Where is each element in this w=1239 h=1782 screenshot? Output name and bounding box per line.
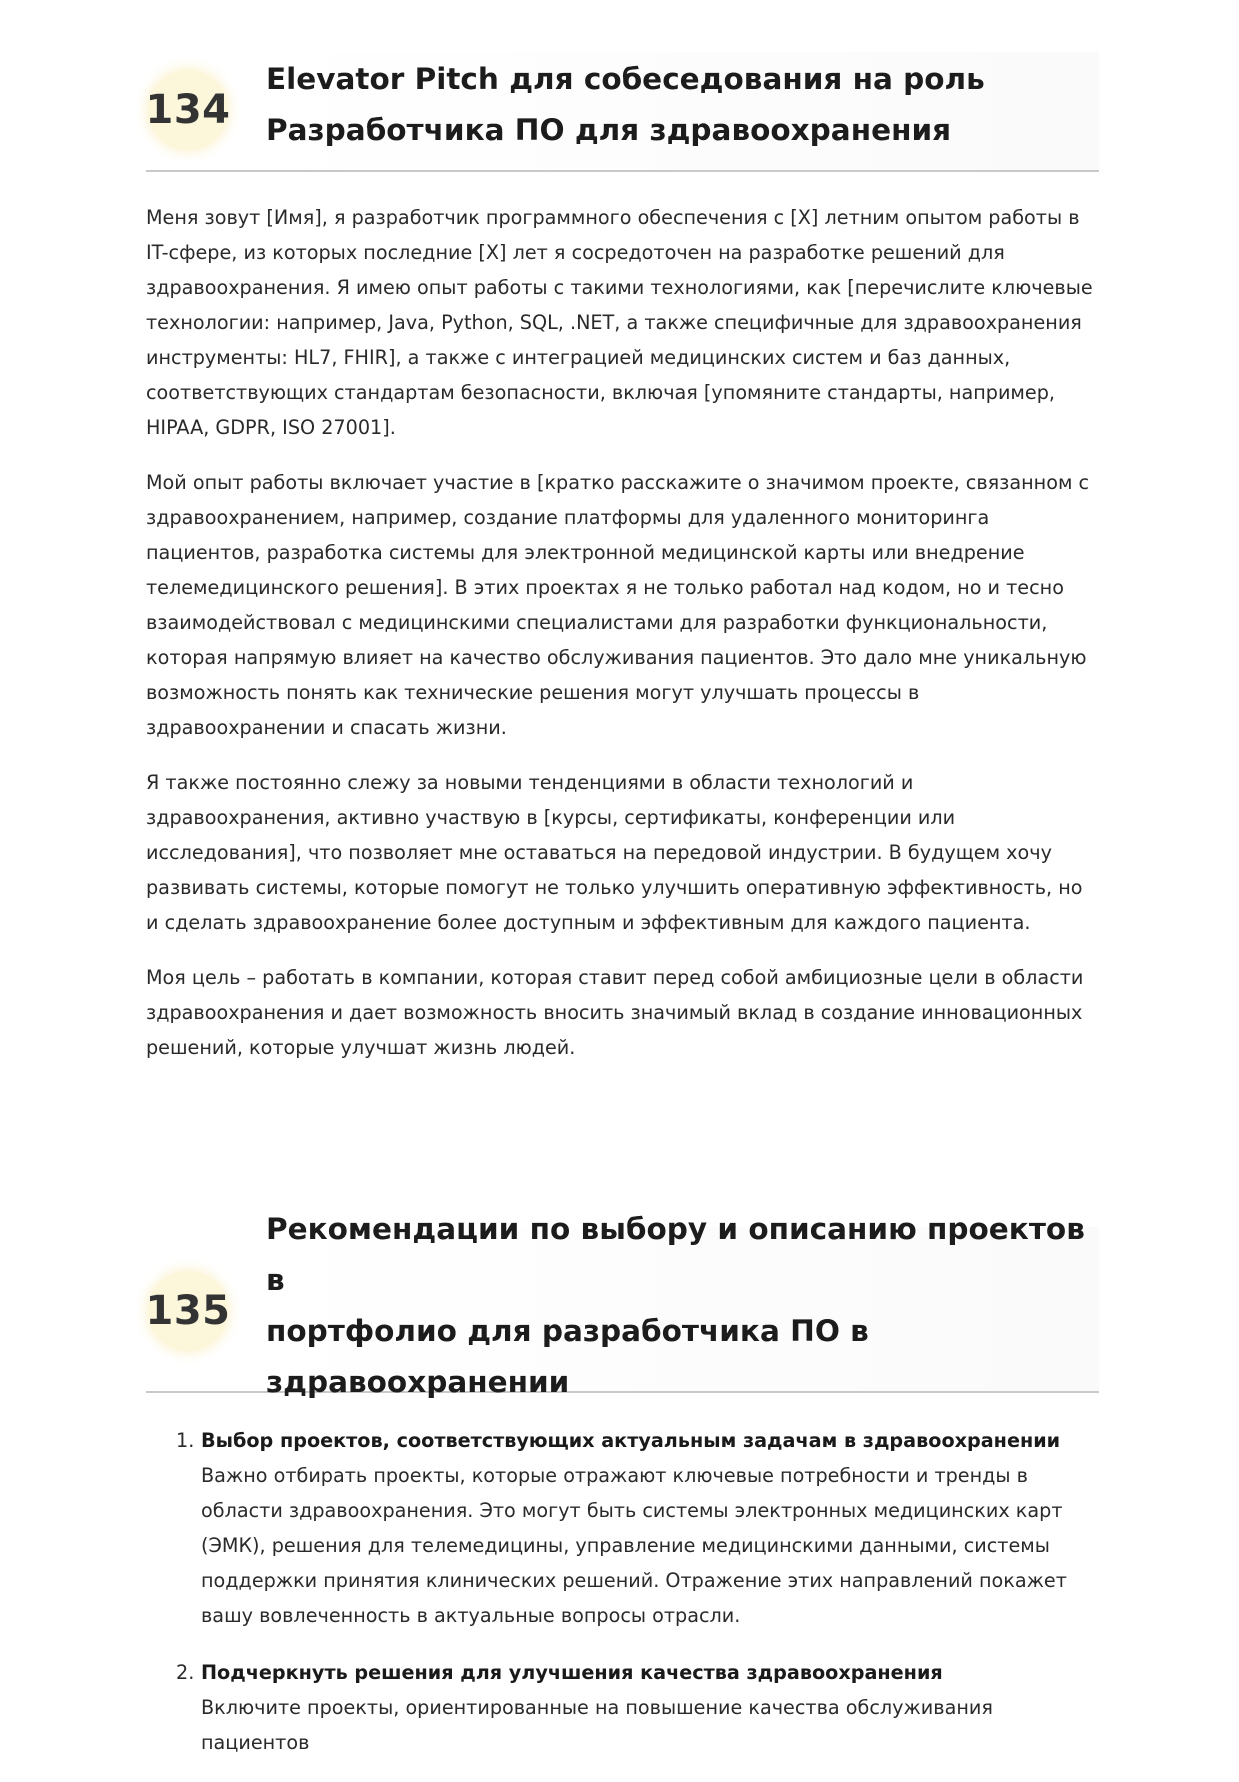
section-title: [266, 1204, 1099, 1408]
section-header-134: [146, 52, 1099, 172]
list-item-text: Важно отбирать проекты, которые отражают ключевые потребности и тренды в области здравоохранения. Это могут быть системы электронных медицинских карт (ЭМК), решения для телемедицины, управление медицинскими данными, системы поддержки принятия клинических решений. Отражение этих направлений покажет вашу вовлеченность в актуальные вопросы отрасли.: [201, 1464, 1067, 1627]
list-item-title: Выбор проектов, соответствующих актуальным задачам в здравоохранении: [201, 1429, 1061, 1452]
section-title-line: Рекомендации по выбору и описанию проектов в: [266, 1212, 1085, 1297]
paragraph: Мой опыт работы включает участие в [кратко расскажите о значимом проекте, связанном с здравоохранением, например, создание платформы для удаленного мониторинга пациентов, разработка системы для электронной медицинской карты или внедрение телемедицинского решения]. В этих проектах я не только работал над кодом, но и тесно взаимодействовал с медицинскими специалистами для разработки функциональности, которая напрямую влияет на качество обслуживания пациентов. Это дало мне уникальную возможность понять как технические решения могут улучшать процессы в здравоохранении и спасать жизни.: [146, 471, 1090, 739]
list-item: [176, 1423, 1099, 1633]
list-item-number: 1.: [176, 1429, 195, 1452]
recommendations-list: [146, 1423, 1099, 1760]
list-item-title: Подчеркнуть решения для улучшения качества здравоохранения: [201, 1661, 943, 1684]
paragraph: Моя цель – работать в компании, которая ставит перед собой амбициозные цели в области здравоохранения и дает возможность вносить значимый вклад в создание инновационных решений, которые улучшат жизнь людей.: [146, 966, 1084, 1059]
section-title-line: здравоохранении: [266, 1365, 570, 1399]
section-title: [266, 54, 985, 156]
section-header-135: [145, 1212, 1099, 1399]
list-item-number: 2.: [176, 1661, 195, 1684]
section-body-134: [146, 200, 1099, 1065]
document-page: [146, 0, 1099, 1782]
section-number-badge: 134: [148, 70, 228, 150]
section-title-line: Разработчика ПО для здравоохранения: [266, 113, 952, 147]
section-title-line: портфолио для разработчика ПО в: [266, 1314, 869, 1348]
section-number-badge: 135: [148, 1271, 228, 1351]
paragraph: Я также постоянно слежу за новыми тенденциями в области технологий и здравоохранения, активно участвую в [курсы, сертификаты, конференции или исследования], что позволяет мне оставаться на передовой индустрии. В будущем хочу развивать системы, которые помогут не только улучшить оперативную эффективность, но и сделать здравоохранение более доступным и эффективным для каждого пациента.: [146, 771, 1083, 934]
list-item: [176, 1655, 1099, 1760]
paragraph: Меня зовут [Имя], я разработчик программного обеспечения с [X] летним опытом работы в IT-сфере, из которых последние [X] лет я сосредоточен на разработке решений для здравоохранения. Я имею опыт работы с такими технологиями, как [перечислите ключевые технологии: например, Java, Python, SQL, .NET, а также специфичные для здравоохранения инструменты: HL7, FHIR], а также с интеграцией медицинских систем и баз данных, соответствующих стандартам безопасности, включая [упомяните стандарты, например, HIPAA, GDPR, ISO 27001].: [146, 206, 1093, 439]
section-title-line: Elevator Pitch для собеседования на роль: [266, 62, 985, 96]
list-item-text: Включите проекты, ориентированные на повышение качества обслуживания пациентов: [201, 1696, 993, 1754]
